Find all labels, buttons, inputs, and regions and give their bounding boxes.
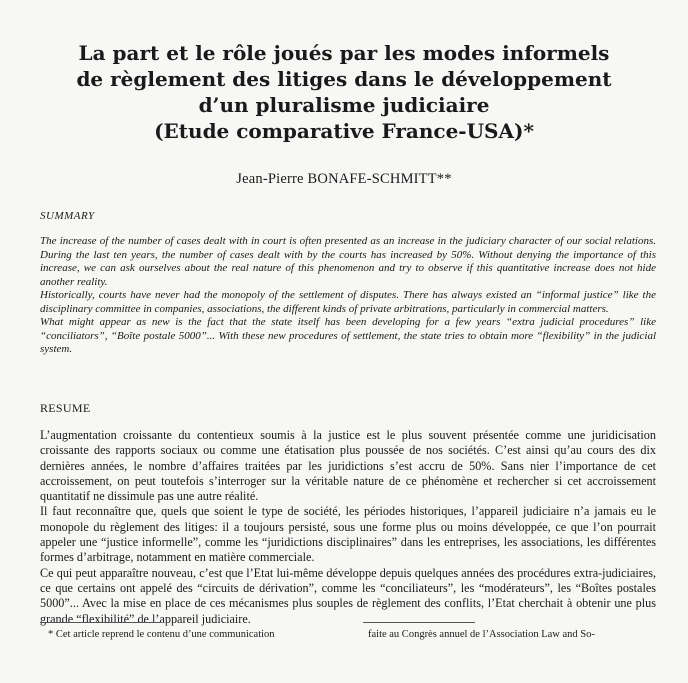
resume-paragraph: Ce qui peut apparaître nouveau, c’est que l’Etat lui-même développe depuis quelques années des procédures extra-judiciaires, ce que certains ont appelé des “circuits de dérivation”, comme les “conciliateurs”, les “modérateurs”, les “Boîtes postales 5000”... Avec la mise en place de ces mécanismes plus souples de règlement des conflits, l’Etat cherchait à obtenir une plus grande “flexibilité” de l’appareil judiciaire. xyxy=(40,565,656,626)
author-name: Jean-Pierre BONAFE-SCHMITT** xyxy=(236,171,452,187)
footnote-rule xyxy=(40,622,160,623)
footnote-right: faite au Congrès annuel de l’Association Law and So- xyxy=(368,629,595,640)
footnote-rule xyxy=(363,622,475,623)
summary-paragraph: What might appear as new is the fact that the state itself has been developing for a few years “extra judicial procedures” like “conciliators”, “Boîte postale 5000”... With these new procedures of settlement, the state tries to obtain more “flexibility” in the judicial system. xyxy=(40,316,656,355)
resume-heading: RESUME xyxy=(40,401,91,415)
title-line: La part et le rôle joués par les modes informels xyxy=(78,41,610,65)
resume-paragraph: L’augmentation croissante du contentieux soumis à la justice est le plus souvent présentée comme une juridicisation croissante des rapports sociaux ou comme une étatisation plus poussée de nos sociétés. C’est ainsi qu’au cours des dix dernières années, le nombre d’affaires traitées par les juridictions s’est accru de 50%. Sans nier l’importance de cet accroissement, on peut toutefois s’interroger sur la véritable nature de ce phénomène et rechercher si cet accroissement quantitatif ne dissimule pas une autre réalité. xyxy=(40,428,656,504)
footnote-left: * Cet article reprend le contenu d’une communication xyxy=(48,629,275,640)
title-line: (Etude comparative France-USA)* xyxy=(154,119,534,143)
summary-text xyxy=(40,235,656,357)
summary-paragraph: Historically, courts have never had the monopoly of the settlement of disputes. There has always existed an “informal justice” like the disciplinary committee in companies, associations, the different kinds of private arbitrations, particularly in commercial matters. xyxy=(40,289,656,315)
summary-paragraph: The increase of the number of cases dealt with in court is often presented as an increase in the judiciary character of our social relations. During the last ten years, the number of cases dealt with by the courts has increased by 50%. Without denying the importance of this increase, we can ask ourselves about the real nature of this phenomenon and try to observe if this quantitative increase does not hide another reality. xyxy=(40,235,656,288)
article-title xyxy=(20,40,668,144)
title-line: de règlement des litiges dans le développement xyxy=(76,67,612,91)
title-line: d’un pluralisme judiciaire xyxy=(198,93,490,117)
resume-text xyxy=(40,428,656,627)
summary-heading: SUMMARY xyxy=(40,210,95,222)
resume-paragraph: Il faut reconnaître que, quels que soient le type de société, les périodes historiques, l’appareil judiciaire n’a jamais eu le monopole du règlement des litiges: il a toujours persisté, sous une forme plus ou moins développée, ce que l’on pourrait appeler une “justice informelle”, comme les “juridictions disciplinaires” dans les entreprises, les associations, les différentes formes d’arbitrage, notamment en matière commerciale. xyxy=(40,504,656,565)
